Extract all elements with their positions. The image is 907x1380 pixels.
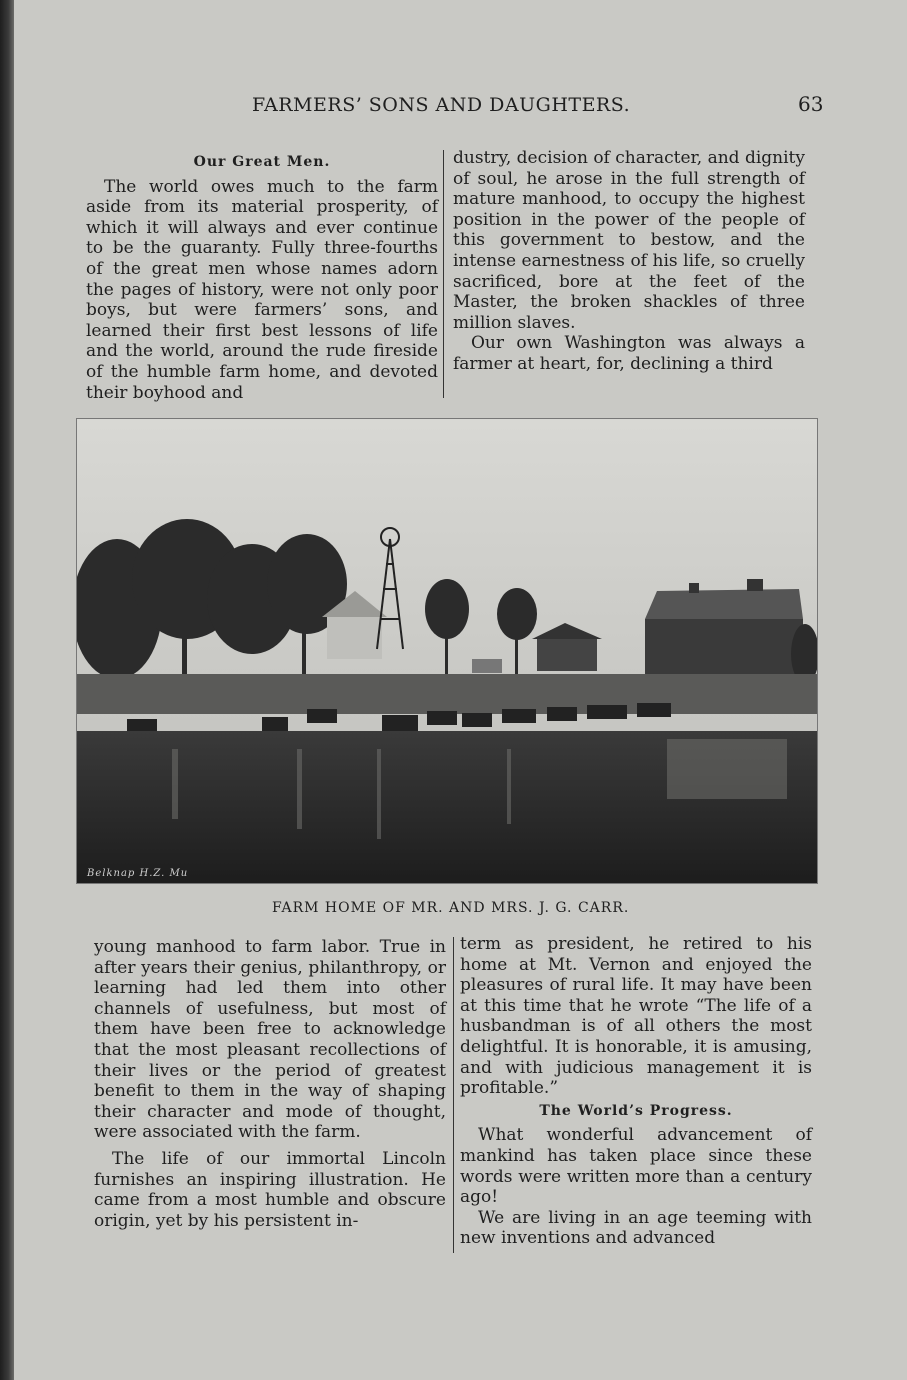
- paragraph: Our own Washington was always a farmer at heart, for, declining a third: [453, 333, 805, 374]
- column-top-right: [453, 148, 805, 375]
- photo-credit: Belknap H.Z. Mu: [87, 868, 189, 879]
- section-heading: Our Great Men.: [193, 154, 331, 170]
- paragraph: The world owes much to the farm aside from its material prosperity, of which it will always and ever continue to be the guaranty. Fully three-fourths of the great men whose names adorn the pages of history, were not only poor boys, but were farmers’ sons, and learned their first best lessons of life and the world, around the rude fireside of the humble farm home, and devoted their boyhood and: [86, 176, 438, 403]
- column-divider: [453, 937, 454, 1253]
- paragraph: The life of our immortal Lincoln furnishes an inspiring illustration. He came from a most humble and obscure origin, yet by his persistent in-: [94, 1148, 446, 1231]
- paragraph: term as president, he retired to his home at Mt. Vernon and enjoyed the pleasures of rural life. It may have been at this time that he wrote “The life of a husbandman is of all others the most delightful. It is honorable, it is amusing, and with judicious management it is profitable.”: [460, 934, 812, 1099]
- paragraph: What wonderful advancement of mankind has taken place since these words were written more than a century ago!: [460, 1125, 812, 1208]
- column-divider: [443, 150, 444, 398]
- farm-scene-image: [77, 419, 817, 883]
- column-bottom-left: [94, 937, 446, 1231]
- paragraph: young manhood to farm labor. True in after years their genius, philanthropy, or learning had led them into other channels of usefulness, but most of them have been free to acknowledge that the most pleasant recollections of their lives or the period of greatest benefit to them in the way of shaping their character and mode of thought, were associated with the farm.: [94, 937, 446, 1143]
- column-top-left: [86, 150, 438, 403]
- paragraph: dustry, decision of character, and dignity of soul, he arose in the full strength of mature manhood, to occupy the highest position in the power of the people of this government to bestow, and the intense earnestness of his life, so cruelly sacrificed, bore at the feet of the Master, the broken shackles of three million slaves.: [453, 148, 805, 333]
- photo-caption: FARM HOME OF MR. AND MRS. J. G. CARR.: [272, 900, 630, 916]
- page-number: 63: [798, 92, 824, 116]
- book-page: [14, 0, 907, 1380]
- column-bottom-right: [460, 934, 812, 1249]
- running-title: FARMERS’ SONS AND DAUGHTERS.: [252, 94, 631, 116]
- section-heading: The World’s Progress.: [539, 1102, 733, 1119]
- book-spine-shadow: [0, 0, 14, 1380]
- farm-photograph: [76, 418, 818, 884]
- paragraph: We are living in an age teeming with new inventions and advanced: [460, 1207, 812, 1249]
